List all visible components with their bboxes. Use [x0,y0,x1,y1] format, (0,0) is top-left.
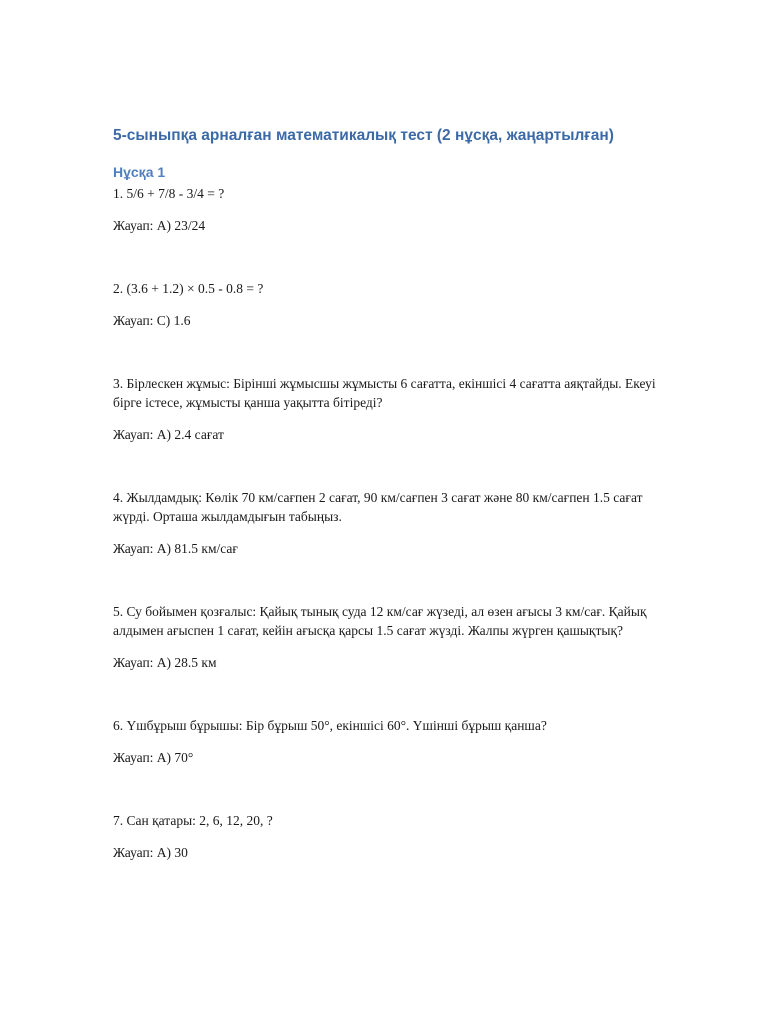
question-text: 6. Үшбұрыш бұрышы: Бір бұрыш 50°, екіншісі 60°. Үшінші бұрыш қанша? [113,718,547,733]
answer-text: Жауап: A) 30 [113,845,188,860]
answer-text: Жауап: A) 28.5 км [113,655,217,670]
document-page [113,125,673,906]
answer-text: Жауап: A) 81.5 км/сағ [113,541,238,556]
question-item [113,602,673,672]
answer-text: Жауап: A) 70° [113,750,194,765]
question-text: 4. Жылдамдық: Көлік 70 км/сағпен 2 сағат, 90 км/сағпен 3 сағат және 80 км/сағпен 1.5 сағат жүрді. Орташа жылдамдығын табыңыз. [113,490,643,524]
question-item [113,488,673,558]
variant-heading: Нұсқа 1 [113,164,166,180]
answer-text: Жауап: C) 1.6 [113,313,191,328]
question-item [113,811,673,862]
question-text: 2. (3.6 + 1.2) × 0.5 - 0.8 = ? [113,281,264,296]
question-text: 7. Сан қатары: 2, 6, 12, 20, ? [113,813,273,828]
document-title: 5-сыныпқа арналған математикалық тест (2 нұсқа, жаңартылған) [113,127,614,144]
question-item [113,716,673,767]
question-item [113,374,673,444]
question-list [113,184,673,862]
answer-text: Жауап: A) 2.4 сағат [113,427,224,442]
question-text: 1. 5/6 + 7/8 - 3/4 = ? [113,186,225,201]
question-text: 5. Су бойымен қозғалыс: Қайық тынық суда 12 км/сағ жүзеді, ал өзен ағысы 3 км/сағ. Қайық алдымен ағыспен 1 сағат, кейін ағысқа қарсы 1.5 сағат жүзді. Жалпы жүрген қашықтық? [113,604,647,638]
question-item [113,184,673,235]
answer-text: Жауап: A) 23/24 [113,218,206,233]
question-text: 3. Бірлескен жұмыс: Бірінші жұмысшы жұмысты 6 сағатта, екіншісі 4 сағатта аяқтайды. Екеуі бірге істесе, жұмысты қанша уақытта бітіреді? [113,376,656,410]
question-item [113,279,673,330]
